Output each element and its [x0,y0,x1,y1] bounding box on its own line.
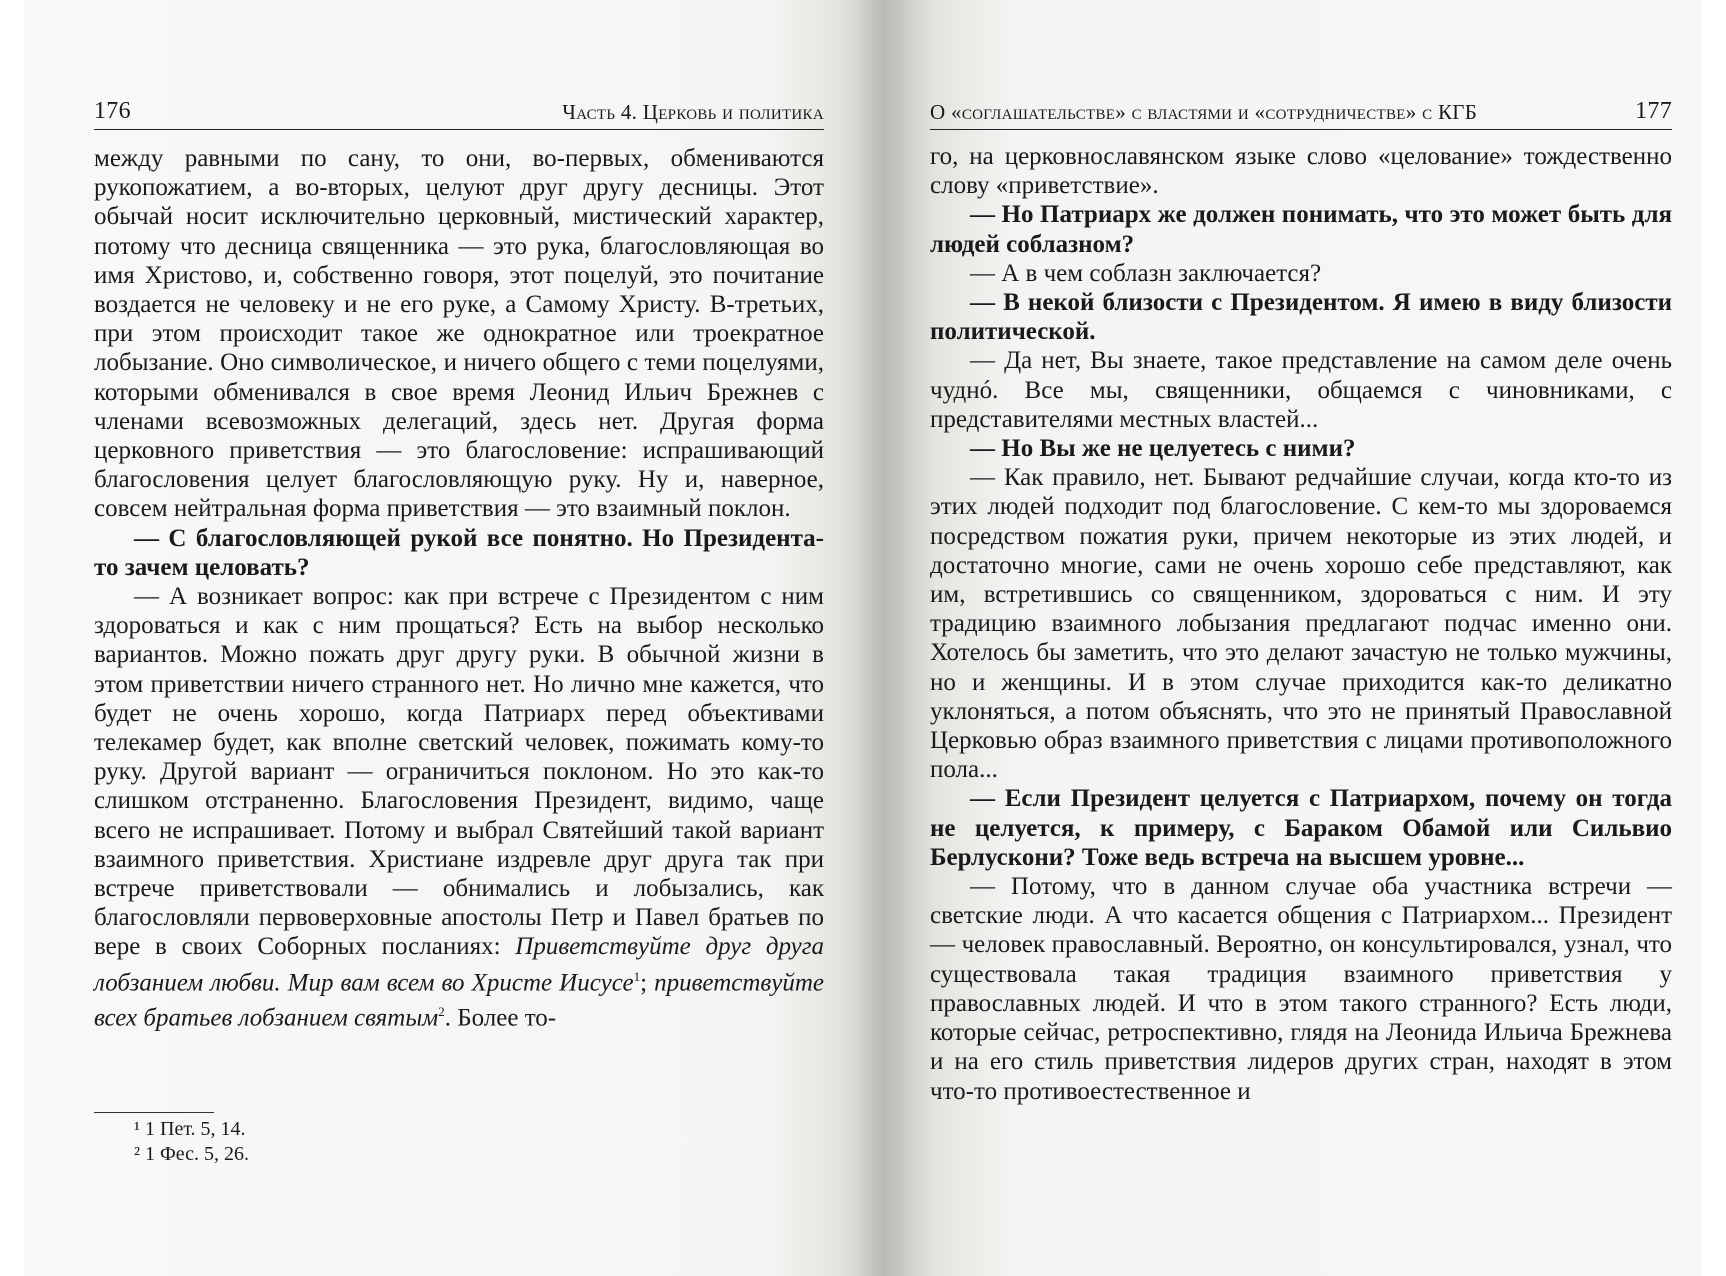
right-text-segment: — Да нет, Вы знаете, такое представление на самом деле очень чуднó. Все мы, священники, общаемся с чиновниками, с представителями местных властей... [930,347,1672,433]
right-text-paragraph [930,142,1672,200]
left-answer-paragraph [94,582,824,1033]
right-question-paragraph [930,288,1672,346]
right-running-title: О «соглашательстве» с властями и «сотрудничестве» с КГБ [930,100,1478,124]
left-text-segment: ; [640,969,655,997]
right-question-paragraph [930,434,1672,463]
right-question-paragraph [930,784,1672,872]
left-page-body [94,144,824,1033]
left-running-head [94,96,824,130]
left-text-paragraph [94,144,824,524]
right-text-segment: — В некой близости с Президентом. Я имею в виду близости политической. [930,289,1672,346]
left-page [24,0,864,1276]
right-answer-paragraph [930,346,1672,434]
right-question-paragraph [930,200,1672,258]
right-answer-paragraph [930,259,1672,288]
left-running-title: Часть 4. Церковь и политика [562,100,824,124]
left-text-segment: — С благословляющей рукой все понятно. Но Президента-то зачем целовать? [94,524,824,581]
left-page-number: 176 [94,98,131,124]
right-text-segment: — Как правило, нет. Бывают редчайшие случаи, когда кто-то из этих людей подходит под благословение. С кем-то мы здороваемся посредством пожатия руки, причем некоторые из этих людей, и достаточно многие, сами не очень хорошо себе представляют, как им, встретившись со священником, здороваться с ним. И эту традицию взаимного лобызания предлагают подчас именно они. Хотелось бы заметить, что это делают зачастую не только мужчины, но и женщины. И в этом случае приходится как-то деликатно уклоняться, а потом объяснять, что это не принятый Православной Церковью образ взаимного приветствия с лицами противоположного пола... [930,464,1672,784]
right-answer-paragraph [930,872,1672,1106]
right-answer-paragraph [930,463,1672,784]
footnote-2: ² 1 Фес. 5, 26. [134,1143,250,1165]
left-text-segment: между равными по сану, то они, во-первых, обмениваются рукопожатием, а во-вторых, целуют друг другу десницы. Этот обычай носит исключительно церковный, мистический характер, потому что десница священника — это рука, благословляющая во имя Христово, и, собственно говоря, этот поцелуй, это почитание воздается не человеку и не его руке, а Самому Христу. В-третьих, при этом происходит такое же однократное или троекратное лобызание. Оно символическое, и ничего общего с теми поцелуями, которыми обменивался в свое время Леонид Ильич Брежнев с членами всевозможных делегаций, здесь нет. Другая форма церковного приветствия — это благословение: испрашивающий благословения целует благословляющую руку. Ну и, наверное, совсем нейтральная форма приветствия — это взаимный поклон. [94,145,824,523]
right-text-segment: — Но Вы же не целуетесь с ними? [970,435,1356,463]
left-text-segment: Приветствуйте друг друга лобзанием любви. Мир вам всем во Христе Иисусе [94,933,824,997]
right-text-segment: — Потому, что в данном случае оба участника встречи — светские люди. А что касается общения с Патриархом... Президент — человек православный. Вероятно, он консультировался, узнал, что существовала такая традиция взаимного приветствия у православных людей. И что в этом такого странного? Есть люди, которые сейчас, ретроспективно, глядя на Леонида Ильича Брежнева и на его стиль приветствия лидеров других стран, находят в этом что-то противоестественное и [930,873,1672,1105]
right-page-body [930,142,1672,1106]
left-text-segment: — А возникает вопрос: как при встрече с Президентом с ним здороваться и как с ним прощаться? Есть на выбор несколько вариантов. Можно пожать друг другу руки. В обычной жизни в этом приветствии ничего странного нет. Но лично мне кажется, что будет не очень хорошо, когда Патриарх перед объективами телекамер будет, как вполне светский человек, пожимать кому-то руку. Другой вариант — ограничиться поклоном. Но это как-то слишком отстраненно. Благословения Президент, видимо, чаще всего не испрашивает. Потому и выбрал Святейший такой вариант взаимного приветствия. Христиане издревле друг друга так при встрече приветствовали — обнимались и лобызались, как благословляли первоверховные апостолы Петр и Павел братьев по вере в своих Соборных посланиях: [94,583,824,961]
left-text-segment: 1 [633,968,641,984]
book-gutter [862,0,904,1276]
right-text-segment: го, на церковнославянском языке слово «целование» тождественно слову «приветствие». [930,143,1672,200]
right-text-segment: — Если Президент целуется с Патриархом, почему он тогда не целуется, к примеру, с Бараком Обамой или Сильвио Берлускони? Тоже ведь встреча на высшем уровне... [930,785,1672,871]
footnote-rule [94,1112,214,1113]
left-question-paragraph [94,524,824,582]
right-running-head [930,96,1672,130]
left-text-segment: приветствуйте всех братьев лобзанием святым [94,969,824,1032]
left-text-segment: . Более то- [444,1004,557,1032]
footnote-1: ¹ 1 Пет. 5, 14. [134,1118,246,1140]
right-page-number: 177 [1635,98,1672,124]
right-text-segment: — Но Патриарх же должен понимать, что это может быть для людей соблазном? [930,201,1672,258]
right-text-segment: — А в чем соблазн заключается? [970,259,1322,287]
left-text-segment: 2 [438,1004,445,1020]
right-page [902,0,1702,1276]
footnotes [94,1112,494,1167]
